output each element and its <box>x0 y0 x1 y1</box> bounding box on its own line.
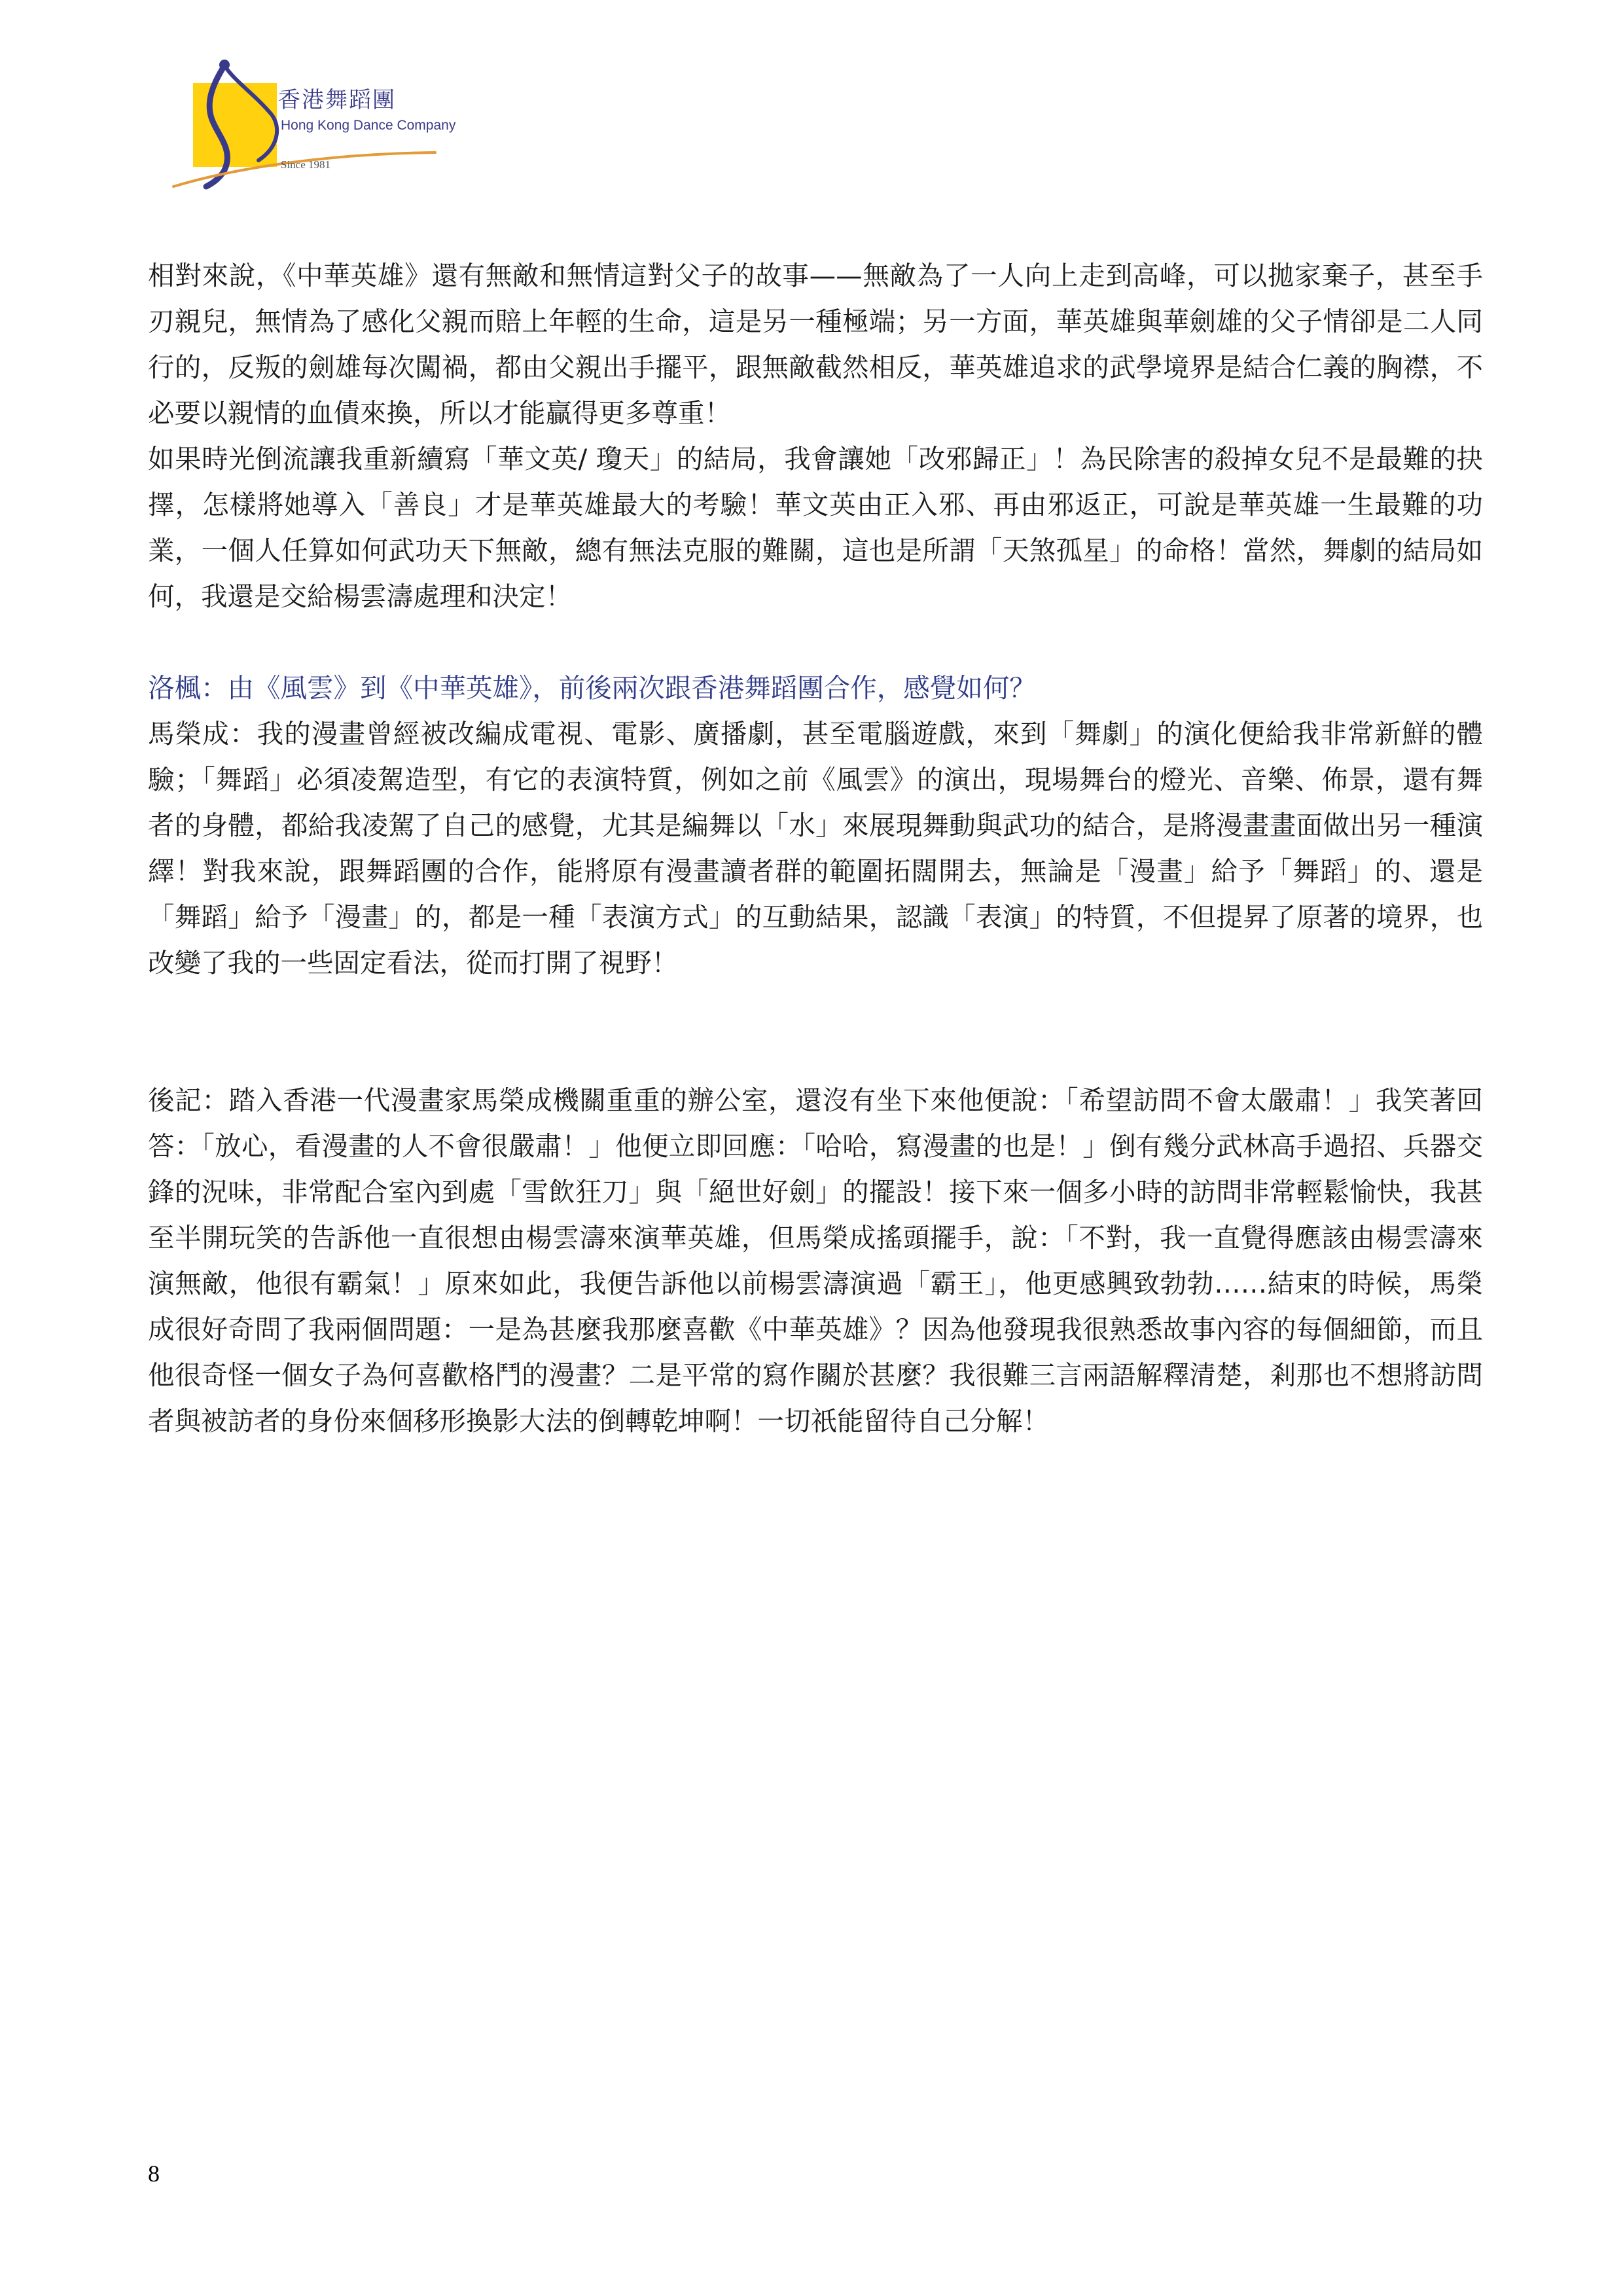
interview-question: 洛楓：由《風雲》到《中華英雄》，前後兩次跟香港舞蹈團合作，感覺如何？ <box>148 672 1036 704</box>
logo-since-year: Since 1981 <box>281 158 331 171</box>
article-body <box>148 253 1483 1444</box>
logo-english-name: Hong Kong Dance Company <box>281 118 456 133</box>
paragraph-rewrite-ending: 如果時光倒流讓我重新續寫「華文英/ 瓊天」的結局，我會讓她「改邪歸正」！為民除害的殺掉女兒不是最難的抉擇，怎樣將她導入「善良」才是華英雄最大的考驗！華文英由正入邪、再由邪返正，可說是華英雄一生最難的功業，一個人任算如何武功天下無敵，總有無法克服的難關，這也是所謂「天煞孤星」的命格！當然，舞劇的結局如何，我還是交給楊雲濤處理和決定！ <box>148 443 1483 612</box>
interview-answer: 馬榮成：我的漫畫曾經被改編成電視、電影、廣播劇，甚至電腦遊戲，來到「舞劇」的演化便給我非常新鮮的體驗；「舞蹈」必須凌駕造型，有它的表演特質，例如之前《風雲》的演出，現場舞台的燈光、音樂、佈景，還有舞者的身體，都給我凌駕了自己的感覺，尤其是編舞以「水」來展現舞動與武功的結合，是將漫畫畫面做出另一種演繹！對我來說，跟舞蹈團的合作，能將原有漫畫讀者群的範圍拓闊開去，無論是「漫畫」給予「舞蹈」的、還是「舞蹈」給予「漫畫」的，都是一種「表演方式」的互動結果，認識「表演」的特質，不但提昇了原著的境界，也改變了我的一些固定看法，從而打開了視野！ <box>148 718 1483 978</box>
hong-kong-dance-company-logo <box>160 56 456 193</box>
page-number: 8 <box>148 2161 160 2187</box>
paragraph-father-son: 相對來說，《中華英雄》還有無敵和無情這對父子的故事——無敵為了一人向上走到高峰，可以拋家棄子，甚至手刃親兒，無情為了感化父親而賠上年輕的生命，這是另一種極端；另一方面，華英雄與華劍雄的父子情卻是二人同行的，反叛的劍雄每次闖禍，都由父親出手擺平，跟無敵截然相反，華英雄追求的武學境界是結合仁義的胸襟，不必要以親情的血債來換，所以才能贏得更多尊重！ <box>148 260 1483 429</box>
logo-chinese-name: 香港舞蹈團 <box>278 87 396 113</box>
postscript-paragraph: 後記：踏入香港一代漫畫家馬榮成機關重重的辦公室，還沒有坐下來他便說：「希望訪問不會太嚴肅！」我笑著回答：「放心，看漫畫的人不會很嚴肅！」他便立即回應：「哈哈，寫漫畫的也是！」倒有幾分武林高手過招、兵器交鋒的況味，非常配合室內到處「雪飲狂刀」與「絕世好劍」的擺設！接下來一個多小時的訪問非常輕鬆愉快，我甚至半開玩笑的告訴他一直很想由楊雲濤來演華英雄，但馬榮成搖頭擺手，說：「不對，我一直覺得應該由楊雲濤來演無敵，他很有霸氣！」原來如此，我便告訴他以前楊雲濤演過「霸王」，他更感興致勃勃……結束的時候，馬榮成很好奇問了我兩個問題：一是為甚麼我那麼喜歡《中華英雄》？因為他發現我很熟悉故事內容的每個細節，而且他很奇怪一個女子為何喜歡格鬥的漫畫？二是平常的寫作關於甚麼？我很難三言兩語解釋清楚，剎那也不想將訪問者與被訪者的身份來個移形換影大法的倒轉乾坤啊！一切祇能留待自己分解！ <box>148 1085 1483 1437</box>
